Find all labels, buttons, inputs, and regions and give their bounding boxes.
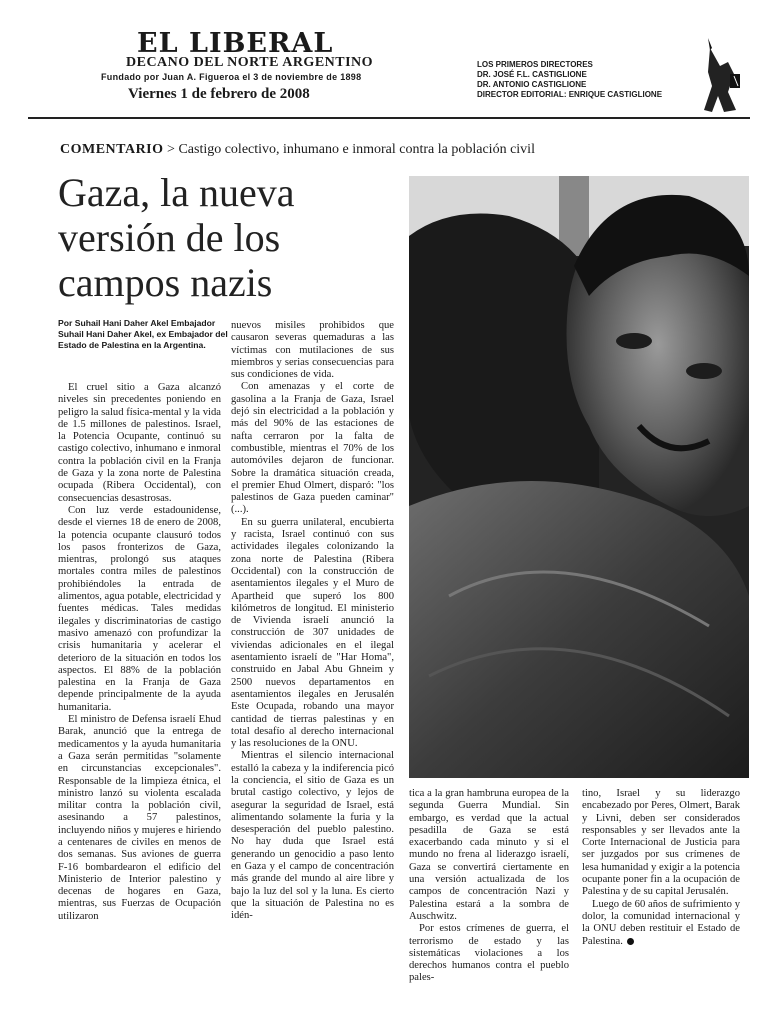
article-column-3	[409, 788, 569, 985]
section-kicker	[60, 142, 535, 158]
article-column-4	[582, 788, 740, 948]
photo-illustration	[409, 176, 749, 778]
paragraph: Por estos crímenes de guerra, el terrorismo de estado y las sistemáticas violaciones a los derechos humanos contra el pueblo pales-	[409, 923, 569, 984]
article-column-1	[58, 382, 221, 923]
director-line: DR. ANTONIO CASTIGLIONE	[477, 80, 587, 89]
paragraph: tino, Israel y su liderazgo encabezado por Peres, Olmert, Barak y Livni, deben ser considerados responsables y ser llevados ante la Corte Internacional de Justicia para ser juzgados por sus crímenes de lesa humanidad y exigir a la potencia ocupante poner fin a la ocupación de Palestina y de su capital Jerusalén.	[582, 788, 740, 898]
directors-heading: LOS PRIMEROS DIRECTORES	[477, 60, 593, 69]
paragraph: Con luz verde estadounidense, desde el viernes 18 de enero de 2008, la potencia ocupante clausuró todos los pasos fronterizos de Gaza, mientras, prolongó sus ataques mortales contra miles de palestinos prohibiéndoles la entrada de alimentos, agua potable, electricidad y fuentes médicas. Tales medidas ilegales y discriminatorias de castigo masivo amenazó con profundizar la crisis humanitaria y acelerar el deterioro de la situación en todos los aspectos. El 88% de la población palestina en la Franja de Gaza depende principalmente de la ayuda humanitaria.	[58, 504, 221, 713]
paragraph: Mientras el silencio internacional estalló la cabeza y la indiferencia picó la conciencia, el sitio de Gaza es un brutal castigo colectivo, y lejos de asegurar la seguridad de Israel, está alimentando solamente la furia y la desesperación del pueblo palestino. No hay duda que Israel está generando un genocidio a paso lento en Gaza y el campo de concentración más grande del mundo al aire libre y bajo la luz del sol y la luna. Es cierto que la situación de Palestina no es idén-	[231, 750, 394, 922]
paragraph: nuevos misiles prohibidos que causaron severas quemaduras a las víctimas con mutilaciones de sus miembros y serias consecuencias para sus condiciones de vida.	[231, 320, 394, 381]
paragraph: tica a la gran hambruna europea de la segunda Guerra Mundial. Sin embargo, es verdad que la actual pesadilla de Gaza se está exacerbando cada minuto y si el mundo no frena al liderazgo israelí, Gaza se convertirá ciertamente en una versión actualizada de los campos de concentración Nazi y Palestina estará a la sombra de Auschwitz.	[409, 788, 569, 922]
crying-child-photo	[409, 176, 749, 778]
masthead-rule	[28, 117, 750, 119]
newspaper-title: EL LIBERAL	[137, 28, 334, 59]
newspaper-subtitle: DECANO DEL NORTE ARGENTINO	[126, 55, 374, 70]
issue-date: Viernes 1 de febrero de 2008	[128, 86, 310, 102]
kicker-text: Castigo colectivo, inhumano e inmoral contra la población civil	[178, 142, 535, 157]
directors-block	[477, 60, 662, 100]
paragraph: Con amenazas y el corte de gasolina a la Franja de Gaza, Israel dejó sin electricidad a la población y más del 90% de las estaciones de nafta cerraron por la falta de combustible, mientras el 70% de los automóviles dejaron de funcionar. Sobre la dramática situación creada, el premier Ehud Olmert, disparó: "los palestinos de Gaza pueden caminar" (...).	[231, 381, 394, 516]
paragraph: El cruel sitio a Gaza alcanzó niveles sin precedentes poniendo en peligro la salud física-mental y la vida de 1.5 millones de palestinos. Israel, la Potencia Ocupante, continuó su castigo colectivo, inhumano e inmoral contra la población civil en la Franja de Gaza y la zona norte de Palestina ocupada (Ribera Occidental), con consecuencias desastrosas.	[58, 382, 221, 504]
director-line: DIRECTOR EDITORIAL: ENRIQUE CASTIGLIONE	[477, 90, 663, 99]
paragraph: El ministro de Defensa israelí Ehud Barak, anunció que la entrega de medicamentos y la ayuda humanitaria a Gaza serán permitidas "solamente en circunstancias excepcionales". Responsable de la limpieza étnica, el ministro lanzó su violenta escalada militar contra la población civil, asesinando a 57 palestinos, incluyendo niños y mujeres e hiriendo a centenares de civiles en menos de dos semanas. Sus aviones de guerra F-16 bombardearon el edificio del Ministerio de Interior palestino y decenas de hogares en Gaza, mientras, sus Fuerzas de Ocupación utilizaron	[58, 714, 221, 922]
chevron-right-icon: >	[167, 142, 175, 157]
paragraph	[582, 899, 740, 948]
closing-paragraph-text: Luego de 60 años de sufrimiento y dolor, la comunidad internacional y la ONU deben restituir el Estado de Palestina.	[582, 898, 740, 947]
headline: Gaza, la nueva versión de los campos nazis	[58, 170, 295, 305]
director-line: DR. JOSÉ F.L. CASTIGLIONE	[477, 70, 587, 79]
article-column-2	[231, 320, 394, 923]
torch-statue-logo	[698, 34, 753, 114]
end-bullet-icon	[627, 938, 634, 945]
founded-line: Fundado por Juan A. Figueroa el 3 de noviembre de 1898	[101, 72, 362, 82]
section-label: COMENTARIO	[60, 142, 164, 157]
byline: Por Suhail Hani Daher Akel Embajador Suhail Hani Daher Akel, ex Embajador del Estado de Palestina en la Argentina.	[58, 318, 228, 350]
paragraph: En su guerra unilateral, encubierta y racista, Israel continuó con sus actividades ilegales colonizando la zona norte de Palestina (Ribera Occidental) con la construcción de asentamientos ilegales y el Muro de Apartheid que superó los 800 kilómetros de longitud. El ministerio de Vivienda israelí anunció la construcción de 307 unidades de viviendas adicionales en el ilegal asentamiento israelí de "Har Homa", construido en Jabal Abu Ghneim y 2500 nuevos departamentos en asentamientos ilegales en Jerusalén Este Ocupada, robando una mayor cantidad de tierras palestinas y en total desafío al derecho internacional y las resoluciones de la ONU.	[231, 516, 394, 750]
